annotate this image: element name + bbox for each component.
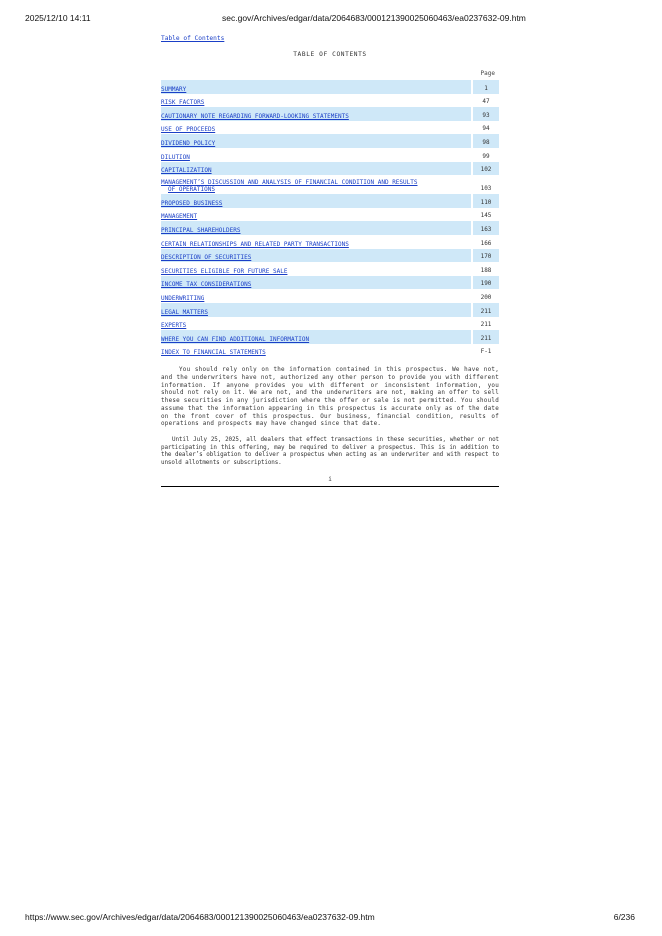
toc-link-legal-matters[interactable]: LEGAL MATTERS [161,308,208,316]
toc-row [161,94,499,108]
toc-row [161,162,499,176]
toc-link-summary[interactable]: SUMMARY [161,85,187,93]
toc-page-number: 93 [473,107,499,121]
toc-row [161,262,499,276]
toc-page-number: 163 [473,221,499,235]
toc-title: TABLE OF CONTENTS [293,51,367,58]
table-of-contents-link[interactable]: Table of Contents [161,35,225,42]
toc-link-management[interactable]: MANAGEMENT [161,213,198,221]
toc-page-number: 211 [480,321,492,329]
toc-page-number: 188 [480,266,492,274]
toc-link-mdna-line2: OF OPERATIONS [168,186,215,194]
toc-page-number: 94 [482,125,490,133]
toc-link-principal-shareholders[interactable]: PRINCIPAL SHAREHOLDERS [161,226,241,234]
toc-row [161,344,499,358]
toc-row [161,303,499,317]
toc-page-number: 110 [473,194,499,208]
toc-link-underwriting[interactable]: UNDERWRITING [161,294,205,302]
print-datetime: 2025/12/10 14:11 [25,13,91,23]
toc-row [161,148,499,162]
document-page [161,35,499,487]
reliance-paragraph: You should rely only on the information contained in this prospectus. We have not, and the underwriters have not, authorized any other person to provide you with different information. If anyone provides you with different or inconsistent information, you should not rely on it. We are not, and the underwriters are not, making an offer to sell these securities in any jurisdiction where the offer or sale is not permitted. You should assume that the information appearing in this prospectus is accurate only as of the date on the front cover of this prospectus. Our business, financial condition, results of operations and prospects may have changed since that date. [161,367,499,428]
toc-page-number: 200 [480,293,492,301]
toc-page-number: 1 [473,80,499,94]
toc-row [161,107,499,121]
toc-row [161,249,499,263]
toc-row [161,221,499,235]
toc-link-mdna[interactable] [161,179,471,193]
toc-row [161,317,499,331]
page-divider [161,486,499,487]
toc-link-dividend-policy[interactable]: DIVIDEND POLICY [161,139,216,147]
toc-row [161,194,499,208]
toc-link-financial-statements[interactable]: INDEX TO FINANCIAL STATEMENTS [161,349,266,357]
print-page-counter: 6/236 [613,912,635,922]
toc-page-number: 98 [473,134,499,148]
toc-link-related-party[interactable]: CERTAIN RELATIONSHIPS AND RELATED PARTY TRANSACTIONS [161,240,349,248]
toc-link-experts[interactable]: EXPERTS [161,322,187,330]
toc-link-risk-factors[interactable]: RISK FACTORS [161,99,205,107]
toc-link-use-of-proceeds[interactable]: USE OF PROCEEDS [161,126,216,134]
toc-link-cautionary-note[interactable]: CAUTIONARY NOTE REGARDING FORWARD-LOOKING STATEMENTS [161,112,349,120]
toc-page-number: 103 [480,185,492,193]
toc-link-dilution[interactable]: DILUTION [161,153,190,161]
toc-row [161,289,499,303]
toc-row [161,276,499,290]
toc-page-number: 211 [473,330,499,344]
toc-link-capitalization[interactable]: CAPITALIZATION [161,167,212,175]
toc-row [161,330,499,344]
toc-row [161,208,499,222]
toc-page-number: 47 [482,98,490,106]
dealer-prospectus-paragraph: Until July 25, 2025, all dealers that effect transactions in these securities, whether or not participating in this offering, may be required to deliver a prospectus. This is in addition to the dealer’s obligation to deliver a prospectus when acting as an underwriter and with respect to unsold allotments or subscriptions. [161,436,499,467]
toc-row [161,175,499,194]
toc-link-mdna-line1: MANAGEMENT’S DISCUSSION AND ANALYSIS OF FINANCIAL CONDITION AND RESULTS [161,179,418,187]
toc-link-income-tax[interactable]: INCOME TAX CONSIDERATIONS [161,281,252,289]
toc-link-proposed-business[interactable]: PROPOSED BUSINESS [161,199,223,207]
toc-page-number: F-1 [480,348,492,356]
toc-link-description-of-securities[interactable]: DESCRIPTION OF SECURITIES [161,254,252,262]
toc-page-number: 166 [480,239,492,247]
page-number: i [328,475,332,483]
toc-row [161,134,499,148]
print-url-footer: https://www.sec.gov/Archives/edgar/data/2064683/000121390025060463/ea0237632-09.htm [25,912,375,922]
toc-page-number: 170 [473,249,499,263]
toc-page-number: 99 [482,152,490,160]
toc-page-number: 190 [473,276,499,290]
toc-link-future-sale[interactable]: SECURITIES ELIGIBLE FOR FUTURE SALE [161,267,288,275]
toc-page-number: 211 [473,303,499,317]
toc-page-number: 145 [480,212,492,220]
toc-table [161,80,499,357]
toc-row [161,121,499,135]
print-url-header: sec.gov/Archives/edgar/data/2064683/000121390025060463/ea0237632-09.htm [222,13,526,23]
page-column-header: Page [480,70,495,77]
toc-page-number: 102 [473,162,499,176]
toc-row [161,80,499,94]
toc-row [161,235,499,249]
toc-link-additional-information[interactable]: WHERE YOU CAN FIND ADDITIONAL INFORMATION [161,335,310,343]
